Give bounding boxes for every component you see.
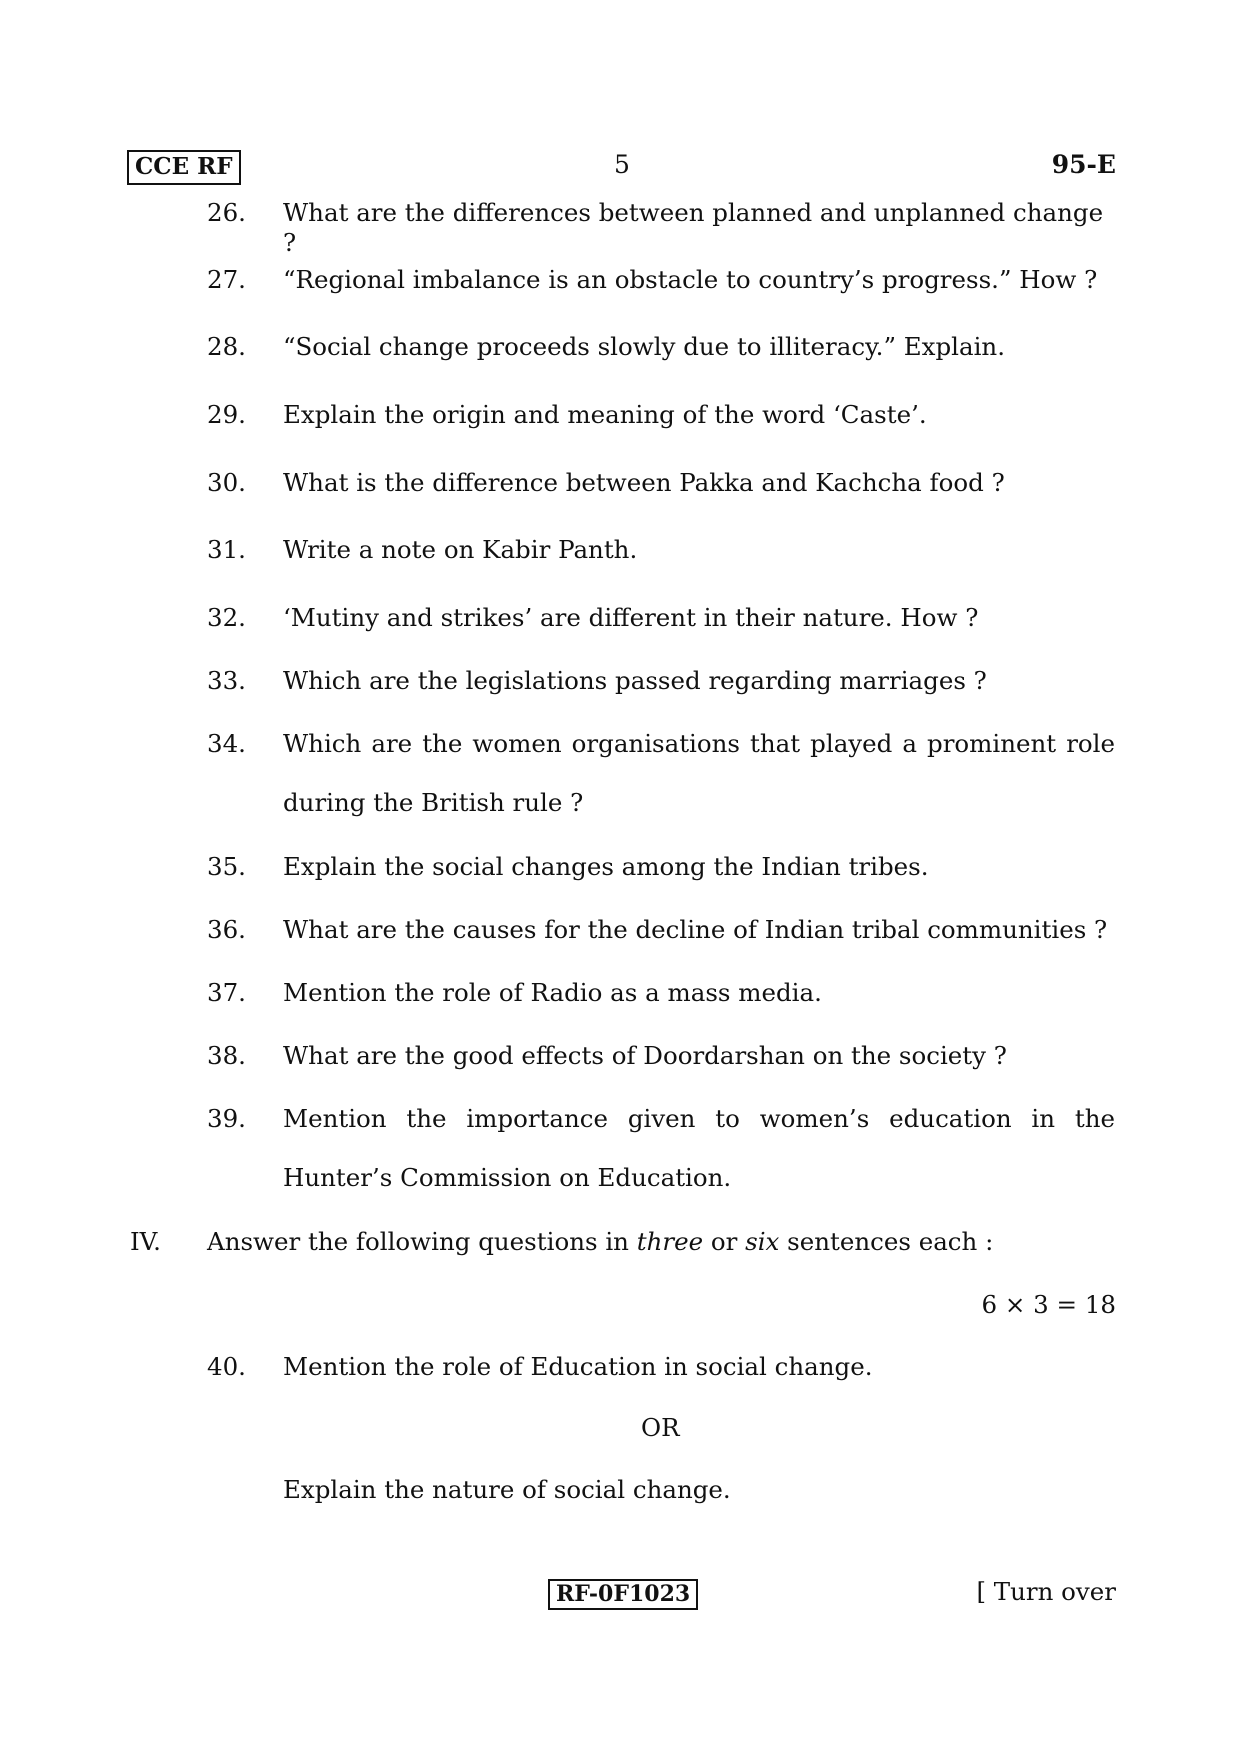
question-text: What is the difference between Pakka and Kachcha food ? [283, 468, 1005, 497]
instruction-part: sentences each : [779, 1227, 994, 1256]
question-text: Which are the legislations passed regarding marriages ? [283, 666, 987, 695]
question-text: Explain the origin and meaning of the word ‘Caste’. [283, 400, 927, 429]
instruction-part: or [703, 1227, 746, 1256]
question-number: 33. [207, 666, 246, 695]
question-text: What are the causes for the decline of Indian tribal communities ? [283, 915, 1108, 944]
turn-over-label: [ Turn over [976, 1577, 1116, 1606]
page-number: 5 [614, 150, 630, 179]
question-text: “Social change proceeds slowly due to illiteracy.” Explain. [283, 332, 1005, 361]
instruction-italic-six: six [745, 1227, 780, 1256]
question-text-continuation: Hunter’s Commission on Education. [283, 1163, 732, 1192]
question-number: 39. [207, 1104, 246, 1133]
footer-code-box: RF-0F1023 [548, 1579, 698, 1610]
section-instruction [207, 1227, 993, 1257]
question-text: Mention the role of Radio as a mass media. [283, 978, 822, 1007]
question-text: What are the good effects of Doordarshan on the society ? [283, 1041, 1007, 1070]
question-text: Mention the importance given to women’s education in the [283, 1104, 1115, 1133]
question-number: 29. [207, 400, 246, 429]
question-number: 30. [207, 468, 246, 497]
or-separator: OR [641, 1413, 680, 1442]
question-text: Mention the role of Education in social change. [283, 1352, 873, 1381]
section-marks: 6 × 3 = 18 [981, 1290, 1116, 1319]
question-number: 40. [207, 1352, 246, 1381]
question-text: ‘Mutiny and strikes’ are different in their nature. How ? [283, 603, 979, 632]
question-number: 32. [207, 603, 246, 632]
section-roman-numeral: IV. [130, 1227, 161, 1256]
instruction-italic-three: three [636, 1227, 704, 1256]
header-code-box: CCE RF [127, 150, 241, 185]
question-number: 38. [207, 1041, 246, 1070]
question-number: 28. [207, 332, 246, 361]
question-text: What are the differences between planned and unplanned change ? [283, 198, 1104, 257]
question-number: 27. [207, 265, 246, 294]
question-number: 26. [207, 198, 246, 227]
instruction-part: Answer the following questions in [207, 1227, 637, 1256]
question-text: Which are the women organisations that played a prominent role [283, 729, 1115, 758]
question-number: 34. [207, 729, 246, 758]
paper-code: 95-E [1051, 150, 1116, 179]
question-text: “Regional imbalance is an obstacle to country’s progress.” How ? [283, 265, 1098, 294]
question-text: Write a note on Kabir Panth. [283, 535, 638, 564]
question-number: 35. [207, 852, 246, 881]
question-number: 37. [207, 978, 246, 1007]
question-alternative: Explain the nature of social change. [283, 1475, 731, 1504]
question-text-continuation: during the British rule ? [283, 788, 584, 817]
question-number: 31. [207, 535, 246, 564]
question-text: Explain the social changes among the Indian tribes. [283, 852, 929, 881]
question-number: 36. [207, 915, 246, 944]
